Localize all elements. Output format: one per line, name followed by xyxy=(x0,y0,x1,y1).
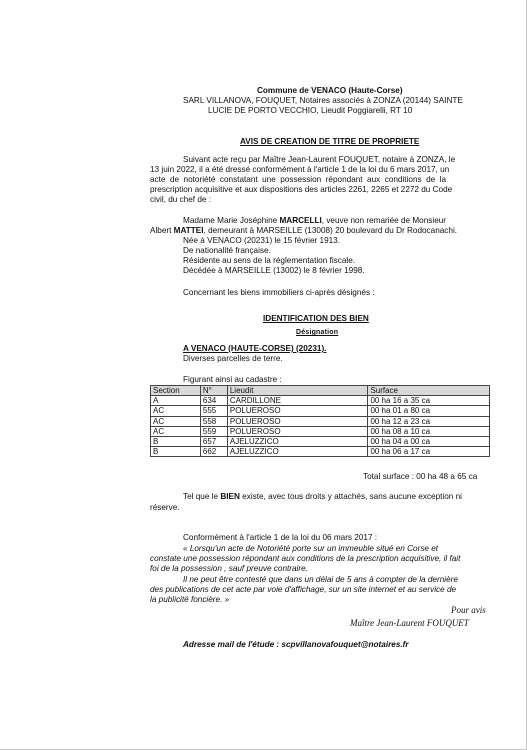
person-name-mattei: MATTEI xyxy=(173,226,204,235)
table-row xyxy=(151,426,490,436)
cell-numero: 555 xyxy=(200,406,227,416)
cell-lieudit: CARDILLONE xyxy=(227,396,368,406)
cell-section: AC xyxy=(151,406,201,416)
signature-pour-avis: Pour avis xyxy=(451,605,486,615)
quote-line-4: Il ne peut être contesté que dans un délai de 5 ans à compter de la dernière xyxy=(183,575,458,584)
identification-heading: IDENTIFICATION DES BIEN xyxy=(263,314,369,323)
cadastre-header-row xyxy=(151,386,490,396)
table-row xyxy=(151,416,490,426)
conformement-text: Conformément à l'article 1 de la loi du 06 mars 2017 : xyxy=(183,533,378,542)
col-header-numero: N° xyxy=(200,386,227,396)
cell-surface: 00 ha 12 a 23 ca xyxy=(368,416,490,426)
cell-surface: 00 ha 08 a 10 ca xyxy=(368,426,490,436)
table-row xyxy=(151,396,490,406)
quote-line-3: foi de la possession , sauf preuve contraire. xyxy=(150,564,308,573)
cell-numero: 559 xyxy=(200,426,227,436)
cell-numero: 657 xyxy=(200,436,227,446)
cell-numero: 662 xyxy=(200,447,227,457)
cell-lieudit: POLUEROSO xyxy=(227,406,368,416)
cell-section: B xyxy=(151,436,201,446)
bien-word: BIEN xyxy=(220,492,240,501)
signature-name: Maître Jean-Laurent FOUQUET xyxy=(350,618,469,628)
cell-section: AC xyxy=(151,426,201,436)
document-title: AVIS DE CREATION DE TITRE DE PROPRIETE xyxy=(240,137,420,146)
col-header-surface: Surface xyxy=(368,386,490,396)
location-line: A VENACO (HAUTE-CORSE) (20231). xyxy=(183,344,327,353)
person-nationality: De nationalité française. xyxy=(183,246,271,255)
concernant-text: Concernant les biens immobiliers ci-après désignés : xyxy=(183,288,375,297)
quote-line-5: des publications de cet acte par voie d'affichage, sur un site internet et au service de xyxy=(150,585,457,594)
bien-line-1: Tel que le BIEN existe, avec tous droits y attachés, sans aucune exception ni xyxy=(183,492,462,501)
intro-line-4: prescription acquisitive et aux dispositions des articles 2261, 2265 et 2272 du Code xyxy=(150,185,453,194)
cell-section: B xyxy=(151,447,201,457)
email-line: Adresse mail de l'étude : scpvillanovafouquet@notaires.fr xyxy=(183,640,409,649)
quote-line-6: la publicité foncière. » xyxy=(150,595,230,604)
person-line-2: Albert MATTEI, demeurant à MARSEILLE (13008) 20 boulevard du Dr Rodocanachi. xyxy=(150,226,458,235)
person-residence: Résidente au sens de la réglementation fiscale. xyxy=(183,256,356,265)
intro-line-3: acte de notoriété constatant une possession répondant aux conditions de la xyxy=(150,175,447,184)
cell-lieudit: POLUEROSO xyxy=(227,426,368,436)
table-row xyxy=(151,436,490,446)
total-surface: Total surface : 00 ha 48 a 65 ca xyxy=(363,472,478,481)
notaires-line-2: LUCIE DE PORTO VECCHIO, Lieudit Poggiarelli, RT 10 xyxy=(208,106,413,115)
table-row xyxy=(151,406,490,416)
cell-lieudit: POLUEROSO xyxy=(227,416,368,426)
cell-surface: 00 ha 04 a 00 ca xyxy=(368,436,490,446)
cadastre-intro: Figurant ainsi au cadastre : xyxy=(183,375,282,384)
notaires-line-1: SARL VILLANOVA, FOUQUET, Notaires associés à ZONZA (20144) SAINTE xyxy=(183,96,463,105)
parcels-description: Diverses parcelles de terre. xyxy=(183,354,283,363)
cell-section: AC xyxy=(151,416,201,426)
cell-section: A xyxy=(151,396,201,406)
person-death: Décédée à MARSEILLE (13002) le 8 février 1998. xyxy=(183,266,365,275)
cell-lieudit: AJELUZZICO xyxy=(227,436,368,446)
commune-heading: Commune de VENACO (Haute-Corse) xyxy=(257,86,403,95)
cell-surface: 00 ha 16 a 35 ca xyxy=(368,396,490,406)
person-birth: Née à VENACO (20231) le 15 février 1913. xyxy=(183,236,341,245)
person-name-marcelli: MARCELLI xyxy=(279,216,322,225)
quote-line-1: « Lorsqu'un acte de Notoriété porte sur un immeuble situé en Corse et xyxy=(183,544,439,553)
intro-line-2: 13 juin 2022, il a été dressé conformément à l'article 1 de la loi du 6 mars 2017, un xyxy=(150,165,450,174)
cell-lieudit: AJELUZZICO xyxy=(227,447,368,457)
designation-heading: Désignation xyxy=(296,329,339,336)
cell-surface: 00 ha 01 a 80 ca xyxy=(368,406,490,416)
bien-line-2: réserve. xyxy=(150,503,180,512)
cell-numero: 634 xyxy=(200,396,227,406)
col-header-lieudit: Lieudit xyxy=(227,386,368,396)
col-header-section: Section xyxy=(151,386,201,396)
intro-line-5: civil, du chef de : xyxy=(150,195,211,204)
cell-surface: 00 ha 06 a 17 ca xyxy=(368,447,490,457)
cell-numero: 558 xyxy=(200,416,227,426)
cadastre-table xyxy=(150,385,490,457)
intro-line-1: Suivant acte reçu par Maître Jean-Laurent FOUQUET, notaire à ZONZA, le xyxy=(183,155,456,164)
table-row xyxy=(151,447,490,457)
quote-line-2: constate une possession répondant aux conditions de la prescription acquisitive, il fait xyxy=(150,554,461,563)
person-line-1: Madame Marie Joséphine MARCELLI, veuve non remariée de Monsieur xyxy=(183,216,447,225)
